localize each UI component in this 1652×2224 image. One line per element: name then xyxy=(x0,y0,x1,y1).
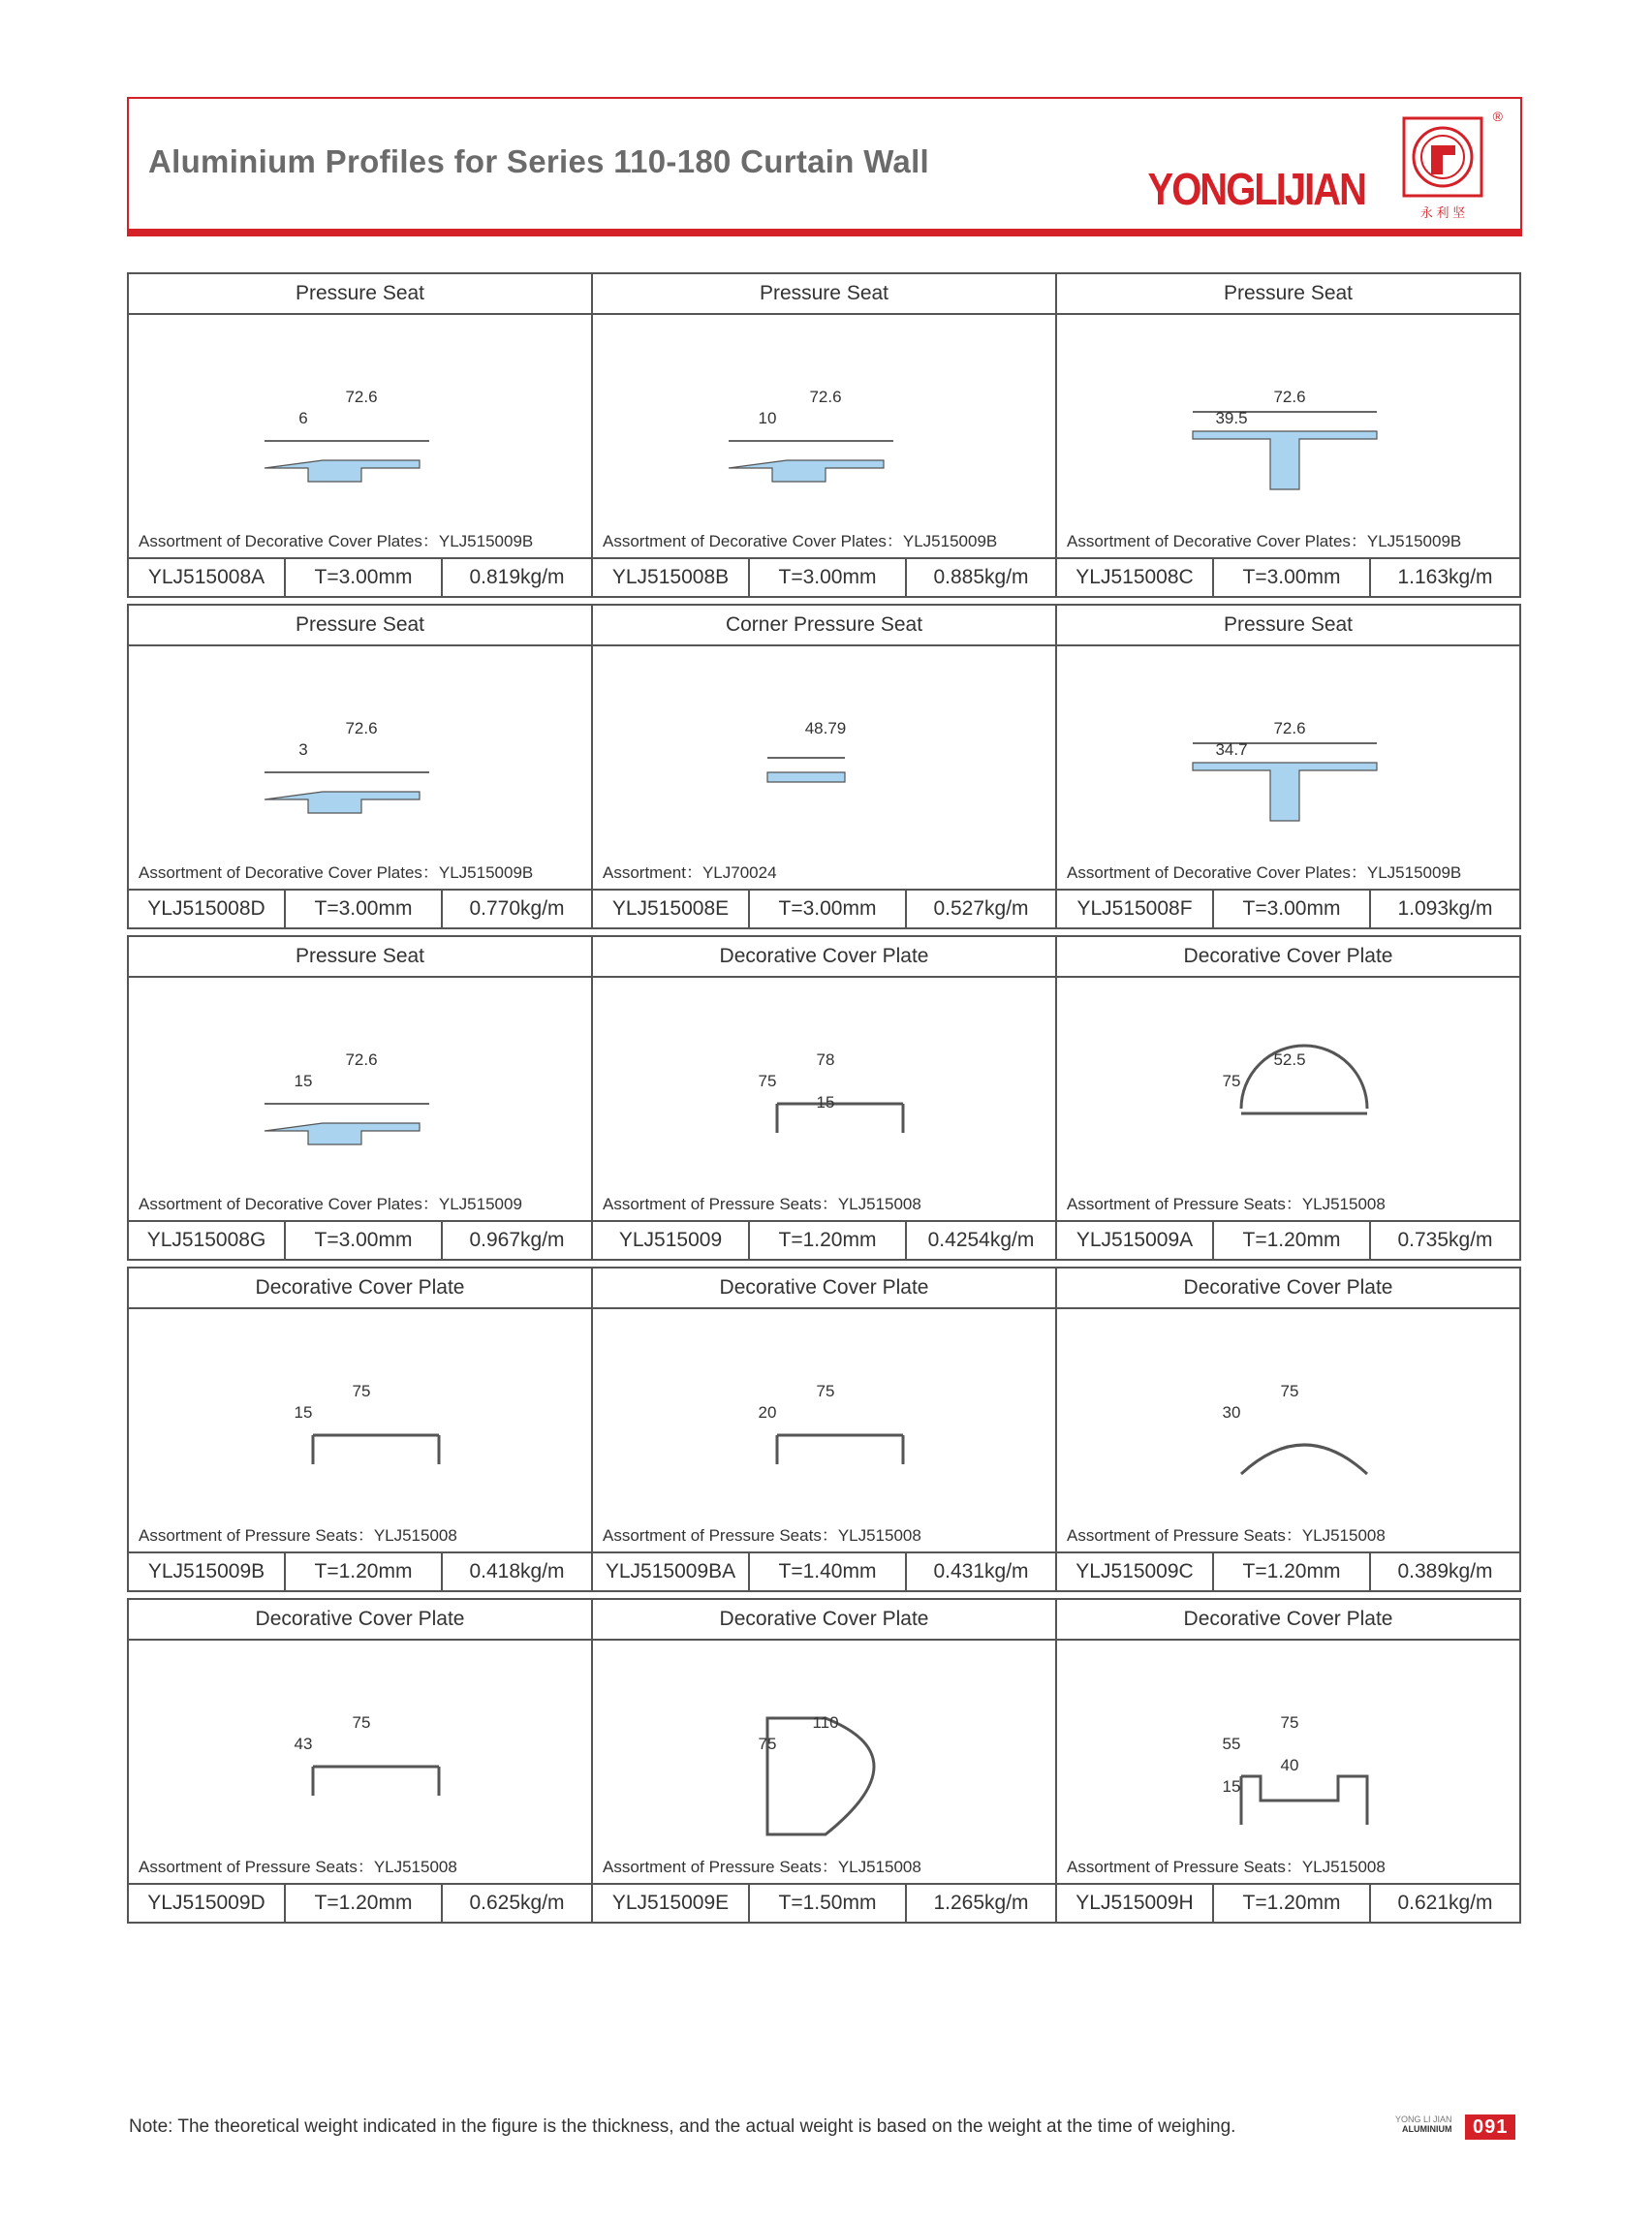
assortment-text: Assortment of Pressure Seats：YLJ515008 xyxy=(139,1526,457,1545)
profile-cell xyxy=(591,1598,1057,1924)
profile-cell xyxy=(591,272,1057,598)
profile-drawing xyxy=(1057,1641,1519,1883)
spec-row xyxy=(129,1220,591,1259)
svg-text:75: 75 xyxy=(352,1382,371,1400)
profile-drawing xyxy=(129,1309,591,1551)
profile-drawing xyxy=(593,646,1055,889)
weight: 0.735kg/m xyxy=(1397,1229,1493,1251)
profile-drawing xyxy=(129,315,591,557)
profile-diagram-icon xyxy=(129,315,591,557)
svg-text:30: 30 xyxy=(1222,1403,1241,1422)
profile-cell xyxy=(1055,604,1521,929)
weight: 0.527kg/m xyxy=(933,897,1029,920)
profile-drawing xyxy=(593,315,1055,557)
profile-code: YLJ515009BA xyxy=(593,1553,750,1590)
header-bar xyxy=(127,229,1522,236)
thickness: T=1.20mm xyxy=(286,1885,443,1922)
profile-title: Pressure Seat xyxy=(1057,606,1519,646)
profile-title: Decorative Cover Plate xyxy=(129,1269,591,1309)
svg-text:15: 15 xyxy=(1222,1777,1241,1796)
spec-row xyxy=(593,889,1055,927)
thickness: T=3.00mm xyxy=(750,891,907,927)
weight: 0.431kg/m xyxy=(933,1560,1029,1582)
profile-title: Decorative Cover Plate xyxy=(593,1269,1055,1309)
profile-drawing xyxy=(593,978,1055,1220)
assortment-text: Assortment：YLJ70024 xyxy=(603,863,777,882)
table-row xyxy=(127,1267,1524,1592)
profile-drawing xyxy=(593,1641,1055,1883)
profile-code: YLJ515009C xyxy=(1057,1553,1214,1590)
profile-code: YLJ515008A xyxy=(129,559,286,596)
svg-text:75: 75 xyxy=(352,1713,371,1732)
profile-title: Pressure Seat xyxy=(1057,274,1519,315)
spec-row xyxy=(129,889,591,927)
svg-text:34.7: 34.7 xyxy=(1215,740,1248,759)
weight: 0.418kg/m xyxy=(469,1560,565,1582)
profile-diagram-icon xyxy=(593,978,1055,1220)
spec-row xyxy=(1057,889,1519,927)
profile-title: Pressure Seat xyxy=(129,606,591,646)
spec-row xyxy=(1057,557,1519,596)
assortment-text: Assortment of Pressure Seats：YLJ515008 xyxy=(139,1858,457,1876)
profile-drawing xyxy=(593,1309,1055,1551)
profile-cell xyxy=(127,1598,593,1924)
thickness: T=1.50mm xyxy=(750,1885,907,1922)
profile-code: YLJ515008B xyxy=(593,559,750,596)
thickness: T=3.00mm xyxy=(286,559,443,596)
thickness: T=1.20mm xyxy=(286,1553,443,1590)
spec-row xyxy=(593,1883,1055,1922)
svg-text:75: 75 xyxy=(1222,1072,1241,1090)
svg-text:75: 75 xyxy=(1280,1713,1299,1732)
profile-cell xyxy=(1055,1598,1521,1924)
profile-diagram-icon xyxy=(129,1309,591,1551)
spec-row xyxy=(1057,1883,1519,1922)
svg-text:72.6: 72.6 xyxy=(809,388,842,406)
weight: 1.093kg/m xyxy=(1397,897,1493,920)
profile-code: YLJ515009 xyxy=(593,1222,750,1259)
spec-row xyxy=(1057,1551,1519,1590)
profile-cell xyxy=(591,1267,1057,1592)
thickness: T=1.20mm xyxy=(1214,1885,1371,1922)
assortment-text: Assortment of Decorative Cover Plates：YLJ515009B xyxy=(1067,863,1462,882)
svg-text:20: 20 xyxy=(758,1403,777,1422)
profile-title: Decorative Cover Plate xyxy=(1057,1600,1519,1641)
svg-text:52.5: 52.5 xyxy=(1273,1050,1306,1069)
thickness: T=3.00mm xyxy=(750,559,907,596)
profile-title: Decorative Cover Plate xyxy=(1057,1269,1519,1309)
profile-cell xyxy=(591,935,1057,1261)
profile-drawing xyxy=(1057,1309,1519,1551)
profile-cell xyxy=(127,935,593,1261)
thickness: T=3.00mm xyxy=(286,1222,443,1259)
brand-logo-icon xyxy=(1402,116,1483,225)
svg-text:78: 78 xyxy=(816,1050,835,1069)
brand-name: YONGLIJIAN xyxy=(1147,165,1365,215)
profile-cell xyxy=(127,604,593,929)
svg-text:43: 43 xyxy=(294,1735,313,1753)
assortment-text: Assortment of Decorative Cover Plates：YLJ515009B xyxy=(139,532,534,550)
svg-text:15: 15 xyxy=(816,1093,835,1112)
weight: 0.885kg/m xyxy=(933,566,1029,588)
assortment-text: Assortment of Decorative Cover Plates：YLJ515009B xyxy=(603,532,998,550)
svg-text:72.6: 72.6 xyxy=(345,388,378,406)
assortment-text: Assortment of Pressure Seats：YLJ515008 xyxy=(603,1195,921,1213)
svg-text:6: 6 xyxy=(298,409,308,427)
svg-text:110: 110 xyxy=(812,1713,839,1732)
svg-text:48.79: 48.79 xyxy=(804,719,847,737)
profile-title: Corner Pressure Seat xyxy=(593,606,1055,646)
profile-code: YLJ515008D xyxy=(129,891,286,927)
assortment-text: Assortment of Pressure Seats：YLJ515008 xyxy=(1067,1526,1386,1545)
profile-title: Decorative Cover Plate xyxy=(593,937,1055,978)
svg-text:15: 15 xyxy=(294,1072,313,1090)
profile-diagram-icon xyxy=(1057,646,1519,889)
page-header xyxy=(127,97,1522,233)
assortment-text: Assortment of Pressure Seats：YLJ515008 xyxy=(603,1858,921,1876)
profile-table xyxy=(127,272,1524,1929)
weight: 0.621kg/m xyxy=(1397,1892,1493,1914)
svg-text:40: 40 xyxy=(1280,1756,1299,1774)
profile-diagram-icon xyxy=(593,646,1055,889)
thickness: T=1.20mm xyxy=(1214,1222,1371,1259)
profile-cell xyxy=(127,1267,593,1592)
weight: 0.967kg/m xyxy=(469,1229,565,1251)
profile-cell xyxy=(1055,272,1521,598)
weight: 0.625kg/m xyxy=(469,1892,565,1914)
svg-text:55: 55 xyxy=(1222,1735,1241,1753)
table-row xyxy=(127,272,1524,598)
thickness: T=1.20mm xyxy=(1214,1553,1371,1590)
thickness: T=1.40mm xyxy=(750,1553,907,1590)
profile-code: YLJ515009D xyxy=(129,1885,286,1922)
profile-code: YLJ515008G xyxy=(129,1222,286,1259)
profile-diagram-icon xyxy=(129,1641,591,1883)
spec-row xyxy=(593,557,1055,596)
svg-text:75: 75 xyxy=(816,1382,835,1400)
svg-text:15: 15 xyxy=(294,1403,313,1422)
profile-diagram-icon xyxy=(593,315,1055,557)
weight: 0.770kg/m xyxy=(469,897,565,920)
weight: 0.389kg/m xyxy=(1397,1560,1493,1582)
table-row xyxy=(127,1598,1524,1924)
spec-row xyxy=(593,1220,1055,1259)
page-title: Aluminium Profiles for Series 110-180 Curtain Wall xyxy=(148,143,930,179)
profile-code: YLJ515009H xyxy=(1057,1885,1214,1922)
profile-diagram-icon xyxy=(1057,315,1519,557)
weight: 0.819kg/m xyxy=(469,566,565,588)
table-row xyxy=(127,604,1524,929)
svg-text:72.6: 72.6 xyxy=(1273,719,1306,737)
assortment-text: Assortment of Pressure Seats：YLJ515008 xyxy=(1067,1858,1386,1876)
profile-diagram-icon xyxy=(1057,1309,1519,1551)
profile-code: YLJ515009B xyxy=(129,1553,286,1590)
spec-row xyxy=(129,557,591,596)
profile-title: Decorative Cover Plate xyxy=(1057,937,1519,978)
assortment-text: Assortment of Pressure Seats：YLJ515008 xyxy=(603,1526,921,1545)
page-badge: YONG LI JIAN ALUMINIUM 091 xyxy=(1395,2114,1452,2134)
weight: 0.4254kg/m xyxy=(927,1229,1035,1251)
profile-drawing xyxy=(1057,978,1519,1220)
thickness: T=3.00mm xyxy=(286,891,443,927)
svg-text:10: 10 xyxy=(758,409,777,427)
profile-diagram-icon xyxy=(129,978,591,1220)
spec-row xyxy=(593,1551,1055,1590)
profile-title: Pressure Seat xyxy=(593,274,1055,315)
profile-drawing xyxy=(1057,315,1519,557)
profile-diagram-icon xyxy=(593,1309,1055,1551)
profile-drawing xyxy=(129,978,591,1220)
profile-code: YLJ515009E xyxy=(593,1885,750,1922)
profile-diagram-icon xyxy=(129,646,591,889)
thickness: T=1.20mm xyxy=(750,1222,907,1259)
weight: 1.163kg/m xyxy=(1397,566,1493,588)
svg-text:75: 75 xyxy=(1280,1382,1299,1400)
profile-cell xyxy=(591,604,1057,929)
registered-mark: ® xyxy=(1492,109,1503,124)
footer-note: Note: The theoretical weight indicated in the figure is the thickness, and the actual weight is based on the weight at the time of weighing. xyxy=(129,2116,1236,2137)
table-row xyxy=(127,935,1524,1261)
profile-diagram-icon xyxy=(593,1641,1055,1883)
profile-drawing xyxy=(1057,646,1519,889)
spec-row xyxy=(1057,1220,1519,1259)
assortment-text: Assortment of Pressure Seats：YLJ515008 xyxy=(1067,1195,1386,1213)
svg-text:永 利 坚: 永 利 坚 xyxy=(1419,205,1466,220)
profile-code: YLJ515008E xyxy=(593,891,750,927)
svg-text:72.6: 72.6 xyxy=(1273,388,1306,406)
profile-cell xyxy=(1055,935,1521,1261)
svg-text:3: 3 xyxy=(298,740,308,759)
svg-text:72.6: 72.6 xyxy=(345,1050,378,1069)
profile-title: Pressure Seat xyxy=(129,937,591,978)
spec-row xyxy=(129,1551,591,1590)
profile-title: Pressure Seat xyxy=(129,274,591,315)
thickness: T=3.00mm xyxy=(1214,559,1371,596)
assortment-text: Assortment of Decorative Cover Plates：YLJ515009 xyxy=(139,1195,522,1213)
profile-code: YLJ515008F xyxy=(1057,891,1214,927)
profile-title: Decorative Cover Plate xyxy=(129,1600,591,1641)
weight: 1.265kg/m xyxy=(933,1892,1029,1914)
profile-cell xyxy=(1055,1267,1521,1592)
svg-text:75: 75 xyxy=(758,1072,777,1090)
svg-text:75: 75 xyxy=(758,1735,777,1753)
svg-text:72.6: 72.6 xyxy=(345,719,378,737)
profile-cell xyxy=(127,272,593,598)
profile-title: Decorative Cover Plate xyxy=(593,1600,1055,1641)
profile-drawing xyxy=(129,1641,591,1883)
svg-text:39.5: 39.5 xyxy=(1215,409,1248,427)
assortment-text: Assortment of Decorative Cover Plates：YLJ515009B xyxy=(1067,532,1462,550)
page-number: 091 xyxy=(1465,2114,1515,2140)
profile-diagram-icon xyxy=(1057,1641,1519,1883)
profile-code: YLJ515009A xyxy=(1057,1222,1214,1259)
assortment-text: Assortment of Decorative Cover Plates：YLJ515009B xyxy=(139,863,534,882)
profile-drawing xyxy=(129,646,591,889)
profile-diagram-icon xyxy=(1057,978,1519,1220)
spec-row xyxy=(129,1883,591,1922)
profile-code: YLJ515008C xyxy=(1057,559,1214,596)
thickness: T=3.00mm xyxy=(1214,891,1371,927)
